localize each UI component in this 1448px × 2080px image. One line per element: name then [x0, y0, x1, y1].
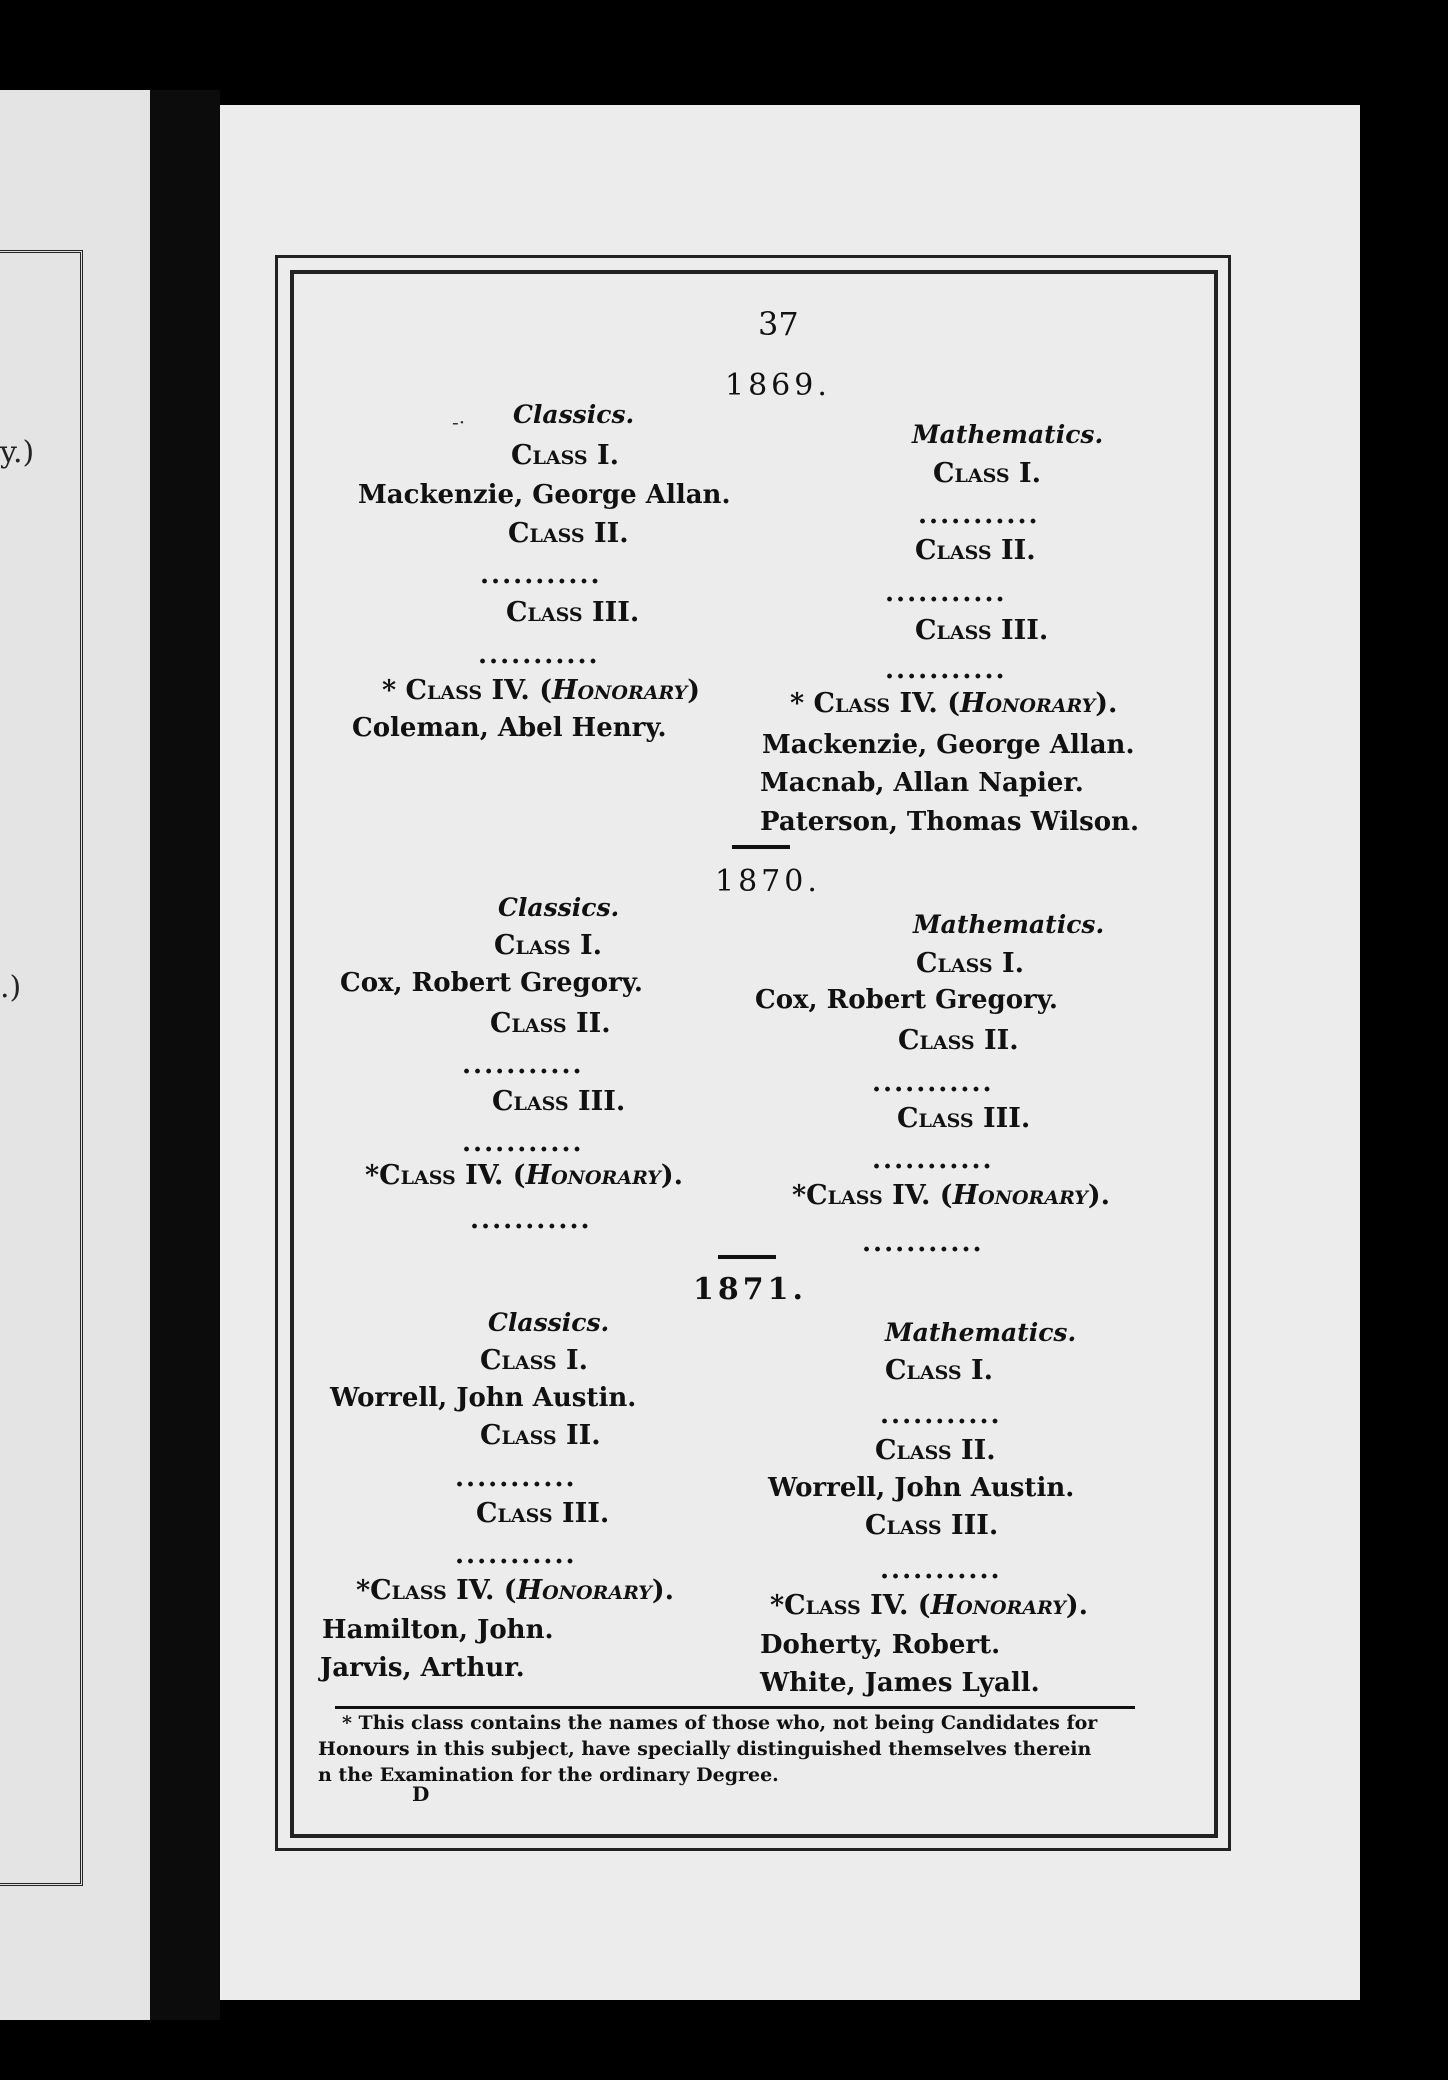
empty-list-dots: ...........	[918, 500, 1040, 530]
student-name: Mackenzie, George Allan.	[762, 730, 1135, 760]
footnote-line: Honours in this subject, have specially distinguished themselves therein	[318, 1738, 1092, 1760]
class-label-honorary: *Class IV. (Honorary).	[365, 1160, 684, 1191]
print-speck: -·	[452, 410, 466, 434]
left-page-fragment: .)	[0, 970, 22, 1005]
empty-list-dots: ...........	[455, 1463, 577, 1493]
class-label: Class I.	[494, 930, 603, 961]
class-label: Class III.	[506, 597, 640, 628]
signature-mark: D	[412, 1782, 430, 1806]
empty-list-dots: ...........	[480, 560, 602, 590]
year-heading: 1869.	[725, 368, 831, 403]
class-label: Class II.	[480, 1420, 601, 1451]
mathematics-heading: Mathematics.	[912, 420, 1104, 449]
empty-list-dots: ...........	[862, 1228, 984, 1258]
left-page-border	[0, 250, 83, 1886]
footnote-line: n the Examination for the ordinary Degree.	[318, 1764, 779, 1786]
class-label: Class III.	[476, 1498, 610, 1529]
empty-list-dots: ...........	[462, 1050, 584, 1080]
empty-list-dots: ...........	[872, 1145, 994, 1175]
mathematics-heading: Mathematics.	[913, 910, 1105, 939]
section-divider	[732, 845, 790, 849]
class-label: Class II.	[875, 1435, 996, 1466]
student-name: Paterson, Thomas Wilson.	[760, 807, 1140, 837]
class-label: Class I.	[916, 948, 1025, 979]
class-label: Class III.	[897, 1103, 1031, 1134]
empty-list-dots: ...........	[470, 1205, 592, 1235]
class-label: Class II.	[490, 1008, 611, 1039]
year-heading: 1870.	[715, 864, 821, 899]
class-label: Class I.	[511, 440, 620, 471]
left-page-fragment: y.)	[0, 435, 35, 470]
empty-list-dots: ...........	[478, 640, 600, 670]
class-label: Class I.	[933, 458, 1042, 489]
empty-list-dots: ...........	[885, 578, 1007, 608]
class-label-honorary: *Class IV. (Honorary).	[770, 1590, 1089, 1621]
section-divider	[718, 1255, 776, 1259]
class-label: Class II.	[508, 518, 629, 549]
classics-heading: Classics.	[498, 893, 620, 922]
year-heading: 1871.	[693, 1272, 807, 1307]
class-label: Class III.	[492, 1086, 626, 1117]
student-name: Mackenzie, George Allan.	[358, 480, 731, 510]
page-number: 37	[758, 305, 799, 343]
classics-heading: Classics.	[513, 400, 635, 429]
student-name: Jarvis, Arthur.	[320, 1653, 525, 1683]
class-label-honorary: *Class IV. (Honorary).	[792, 1180, 1111, 1211]
empty-list-dots: ...........	[880, 1400, 1002, 1430]
footnote-line: * This class contains the names of those who, not being Candidates for	[342, 1712, 1098, 1734]
student-name: White, James Lyall.	[760, 1668, 1040, 1698]
footnote-rule	[335, 1706, 1135, 1709]
class-label-honorary: * Class IV. (Honorary)	[382, 675, 701, 706]
student-name: Worrell, John Austin.	[330, 1383, 637, 1413]
class-label: Class II.	[915, 535, 1036, 566]
empty-list-dots: ...........	[885, 655, 1007, 685]
book-spine	[150, 90, 220, 2020]
empty-list-dots: ...........	[455, 1540, 577, 1570]
mathematics-heading: Mathematics.	[885, 1318, 1077, 1347]
class-label-honorary: * Class IV. (Honorary).	[790, 688, 1118, 719]
class-label: Class III.	[865, 1510, 999, 1541]
student-name: Cox, Robert Gregory.	[340, 968, 643, 998]
student-name: Worrell, John Austin.	[768, 1473, 1075, 1503]
student-name: Hamilton, John.	[322, 1615, 554, 1645]
student-name: Coleman, Abel Henry.	[352, 713, 667, 743]
class-label: Class III.	[915, 615, 1049, 646]
class-label: Class I.	[885, 1355, 994, 1386]
empty-list-dots: ...........	[872, 1068, 994, 1098]
empty-list-dots: ...........	[462, 1128, 584, 1158]
empty-list-dots: ...........	[880, 1555, 1002, 1585]
classics-heading: Classics.	[488, 1308, 610, 1337]
class-label-honorary: *Class IV. (Honorary).	[356, 1575, 675, 1606]
class-label: Class I.	[480, 1345, 589, 1376]
student-name: Doherty, Robert.	[760, 1630, 1001, 1660]
class-label: Class II.	[898, 1025, 1019, 1056]
student-name: Macnab, Allan Napier.	[760, 768, 1084, 798]
student-name: Cox, Robert Gregory.	[755, 985, 1058, 1015]
